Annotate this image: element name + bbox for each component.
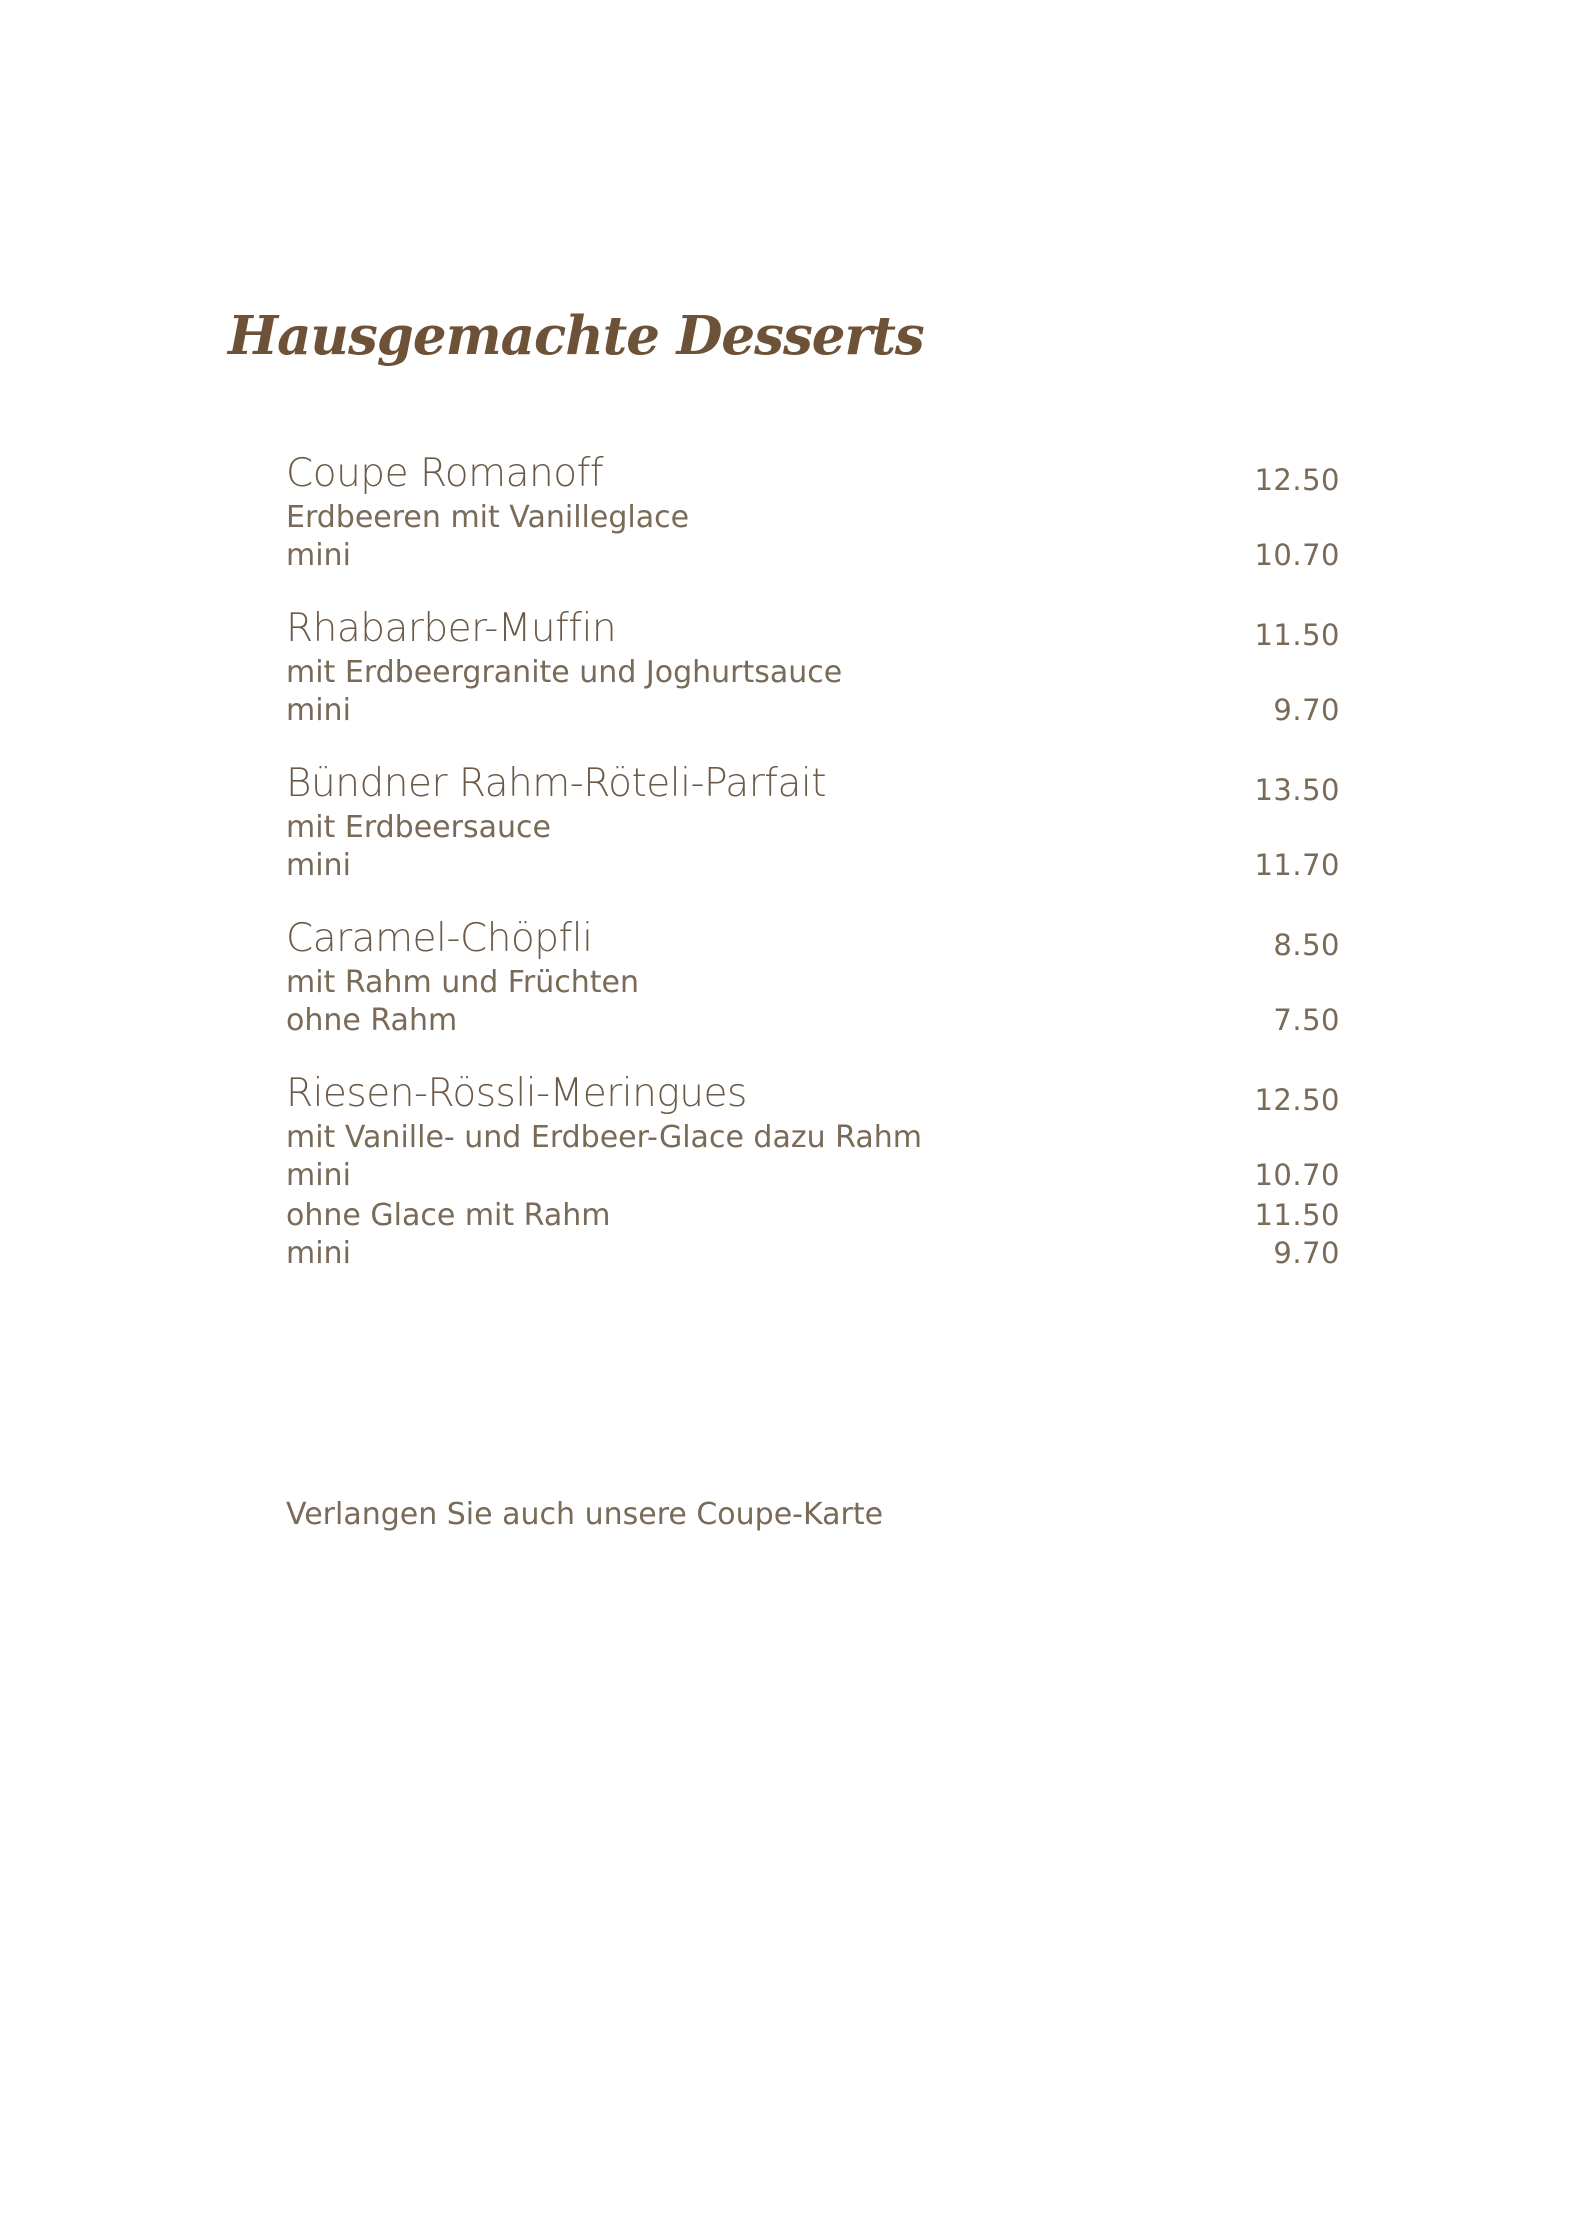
variant-label: mini bbox=[286, 848, 351, 883]
item-header bbox=[286, 1069, 1340, 1119]
variant-label: mini bbox=[286, 693, 351, 728]
extra-option-price: 11.50 bbox=[1254, 1198, 1340, 1232]
extra-option-price: 9.70 bbox=[1273, 1236, 1340, 1270]
dessert-menu bbox=[286, 449, 1340, 1224]
item-header bbox=[286, 759, 1340, 809]
item-price: 11.50 bbox=[1254, 618, 1340, 652]
item-price: 8.50 bbox=[1273, 928, 1340, 962]
item-variant bbox=[286, 692, 1340, 728]
item-description: Erdbeeren mit Vanilleglace bbox=[286, 500, 690, 535]
item-description: mit Erdbeergranite und Joghurtsauce bbox=[286, 655, 843, 690]
extra-option bbox=[286, 1234, 1340, 1272]
menu-item bbox=[286, 914, 1340, 1038]
variant-label: ohne Rahm bbox=[286, 1003, 458, 1038]
item-name: Riesen-Rössli-Meringues bbox=[286, 1071, 747, 1116]
item-name: Caramel-Chöpfli bbox=[286, 916, 593, 961]
variant-label: mini bbox=[286, 538, 351, 573]
item-description: mit Erdbeersauce bbox=[286, 810, 551, 845]
item-price: 12.50 bbox=[1254, 463, 1340, 497]
item-variant bbox=[286, 847, 1340, 883]
item-variant bbox=[286, 1002, 1340, 1038]
menu-item bbox=[286, 449, 1340, 573]
variant-price: 10.70 bbox=[1254, 538, 1340, 572]
item-variant bbox=[286, 537, 1340, 573]
item-name: Bündner Rahm-Röteli-Parfait bbox=[286, 761, 826, 806]
extra-options bbox=[286, 1196, 1340, 1272]
item-header bbox=[286, 604, 1340, 654]
item-description: mit Rahm und Früchten bbox=[286, 965, 639, 1000]
variant-label: mini bbox=[286, 1158, 351, 1193]
variant-price: 11.70 bbox=[1254, 848, 1340, 882]
extra-option-label: ohne Glace mit Rahm bbox=[286, 1198, 611, 1233]
item-description: mit Vanille- und Erdbeer-Glace dazu Rahm bbox=[286, 1120, 922, 1155]
item-header bbox=[286, 914, 1340, 964]
item-variant bbox=[286, 1157, 1340, 1193]
variant-price: 9.70 bbox=[1273, 693, 1340, 727]
menu-item bbox=[286, 759, 1340, 883]
footer-note: Verlangen Sie auch unsere Coupe-Karte bbox=[286, 1497, 884, 1532]
menu-item bbox=[286, 604, 1340, 728]
page-title: Hausgemachte Desserts bbox=[228, 305, 924, 367]
item-price: 13.50 bbox=[1254, 773, 1340, 807]
item-name: Rhabarber-Muffin bbox=[286, 606, 617, 651]
item-name: Coupe Romanoff bbox=[286, 451, 604, 496]
extra-option-label: mini bbox=[286, 1236, 351, 1271]
menu-item bbox=[286, 1069, 1340, 1193]
variant-price: 10.70 bbox=[1254, 1158, 1340, 1192]
item-price: 12.50 bbox=[1254, 1083, 1340, 1117]
variant-price: 7.50 bbox=[1273, 1003, 1340, 1037]
item-header bbox=[286, 449, 1340, 499]
extra-option bbox=[286, 1196, 1340, 1234]
